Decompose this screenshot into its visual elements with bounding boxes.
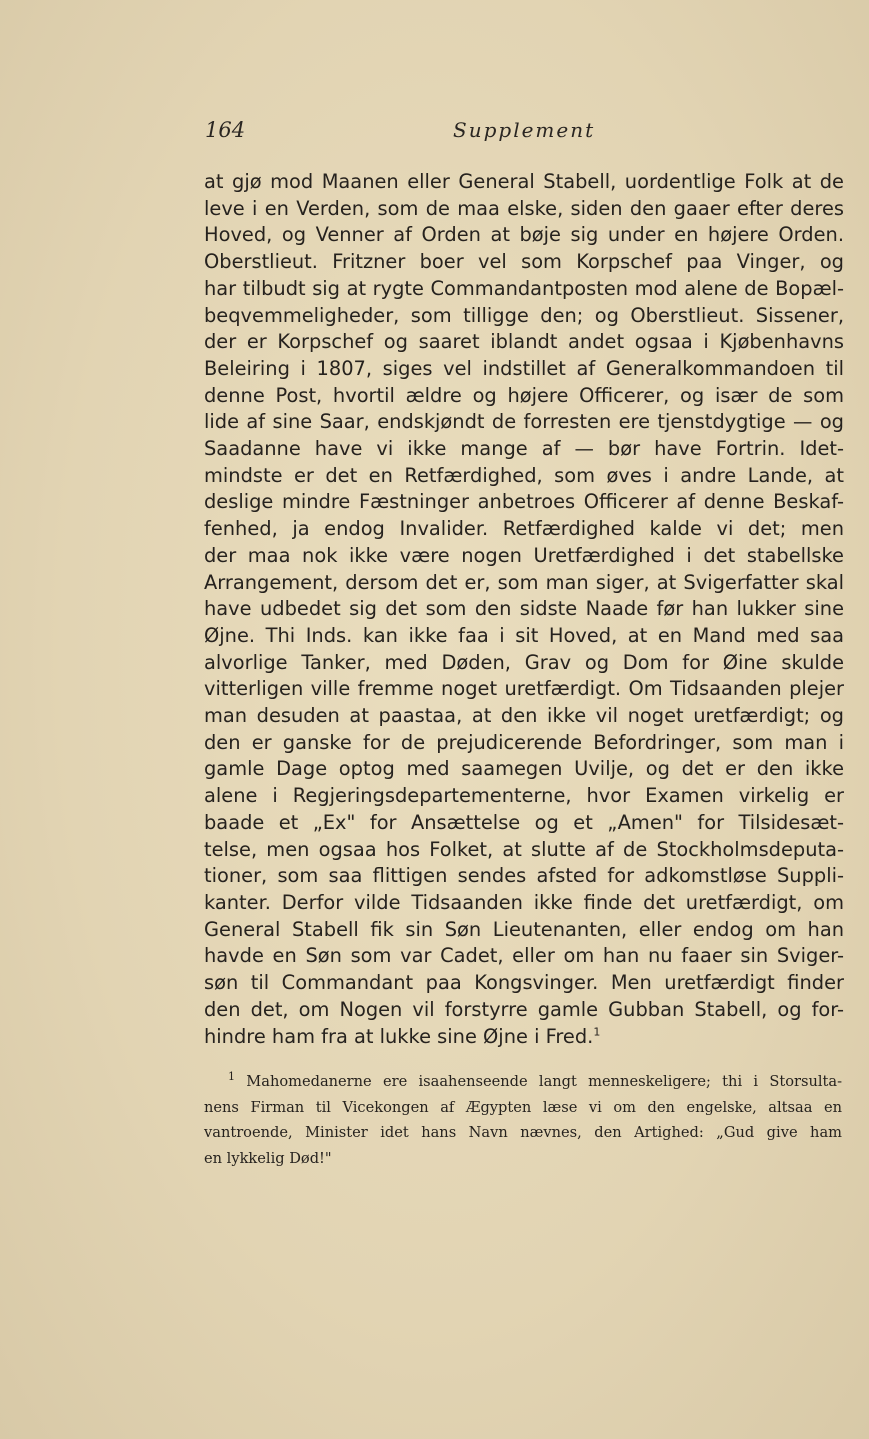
- text-line: Saadanne have vi ikke mange af — bør have Fortrin. Idet-: [204, 437, 844, 461]
- text-line: mindste er det en Retfærdighed, som øves i andre Lande, at: [204, 463, 844, 487]
- text-line: den er ganske for de prejudicerende Befordringer, som man i: [204, 730, 844, 754]
- text-line: Hoved, og Venner af Orden at bøje sig under en højere Orden.: [204, 223, 844, 247]
- text-line: beqvemmeligheder, som tilligge den; og Oberstlieut. Sissener,: [204, 303, 844, 327]
- text-line: kanter. Derfor vilde Tidsaanden ikke finde det uretfærdigt, om: [204, 890, 844, 914]
- text-line: alene i Regjeringsdepartementerne, hvor Examen virkelig er: [204, 784, 844, 808]
- text-line: fenhed, ja endog Invalider. Retfærdighed kalde vi det; men: [204, 517, 844, 541]
- text-line: den det, om Nogen vil forstyrre gamle Gubban Stabell, og for-: [204, 997, 844, 1021]
- page-header: [205, 118, 841, 146]
- text-line: at gjø mod Maanen eller General Stabell, uordentlige Folk at de: [204, 170, 844, 193]
- text-line: Beleiring i 1807, siges vel indstillet af Generalkommandoen til: [204, 356, 844, 380]
- text-line: have udbedet sig det som den sidste Naade før han lukker sine: [204, 597, 844, 621]
- footnote-line: vantroende, Minister idet hans Navn nævnes, den Artighed: „Gud give ham: [204, 1124, 842, 1141]
- text-line: leve i en Verden, som de maa elske, siden den gaaer efter deres: [204, 196, 844, 220]
- footnote-marker: 1: [228, 1070, 235, 1084]
- text-line: Oberstlieut. Fritzner boer vel som Korpschef paa Vinger, og: [204, 250, 844, 274]
- text-line: der er Korpschef og saaret iblandt andet ogsaa i Kjøbenhavns: [204, 330, 844, 354]
- footnote-line: en lykkelig Død!": [204, 1149, 332, 1167]
- page-number: 164: [205, 118, 246, 142]
- text-line: man desuden at paastaa, at den ikke vil noget uretfærdigt; og: [204, 704, 844, 728]
- footnote-line: nens Firman til Vicekongen af Ægypten læse vi om den engelske, altsaa en: [204, 1098, 842, 1116]
- text-line: søn til Commandant paa Kongsvinger. Men uretfærdigt finder: [204, 971, 844, 995]
- footnote: [204, 1069, 842, 1171]
- footnote-reference: 1: [593, 1025, 601, 1039]
- text-line: Øjne. Thi Inds. kan ikke faa i sit Hoved, at en Mand med saa: [204, 623, 844, 647]
- body-text: [204, 169, 844, 1050]
- text-line: havde en Søn som var Cadet, eller om han nu faaer sin Sviger-: [204, 944, 844, 968]
- text-line: denne Post, hvortil ældre og højere Officerer, og især de som: [204, 383, 844, 407]
- text-line: deslige mindre Fæstninger anbetroes Officerer af denne Beskaf-: [204, 490, 844, 514]
- text-line: Arrangement, dersom det er, som man siger, at Svigerfatter skal: [204, 570, 844, 594]
- text-line-last: [204, 1024, 844, 1051]
- running-head: Supplement: [453, 118, 596, 142]
- text-line: telse, men ogsaa hos Folket, at slutte af de Stockholmsdeputa-: [204, 837, 844, 861]
- text-line: gamle Dage optog med saamegen Uvilje, og det er den ikke: [204, 757, 844, 781]
- footnote-line: [204, 1069, 842, 1095]
- text-line: har tilbudt sig at rygte Commandantposten mod alene de Bopæl-: [204, 276, 844, 300]
- text-line-content: hindre ham fra at lukke sine Øjne i Fred.: [204, 1024, 594, 1048]
- text-line: lide af sine Saar, endskjøndt de forresten ere tjenstdygtige — og: [204, 410, 844, 434]
- text-line: der maa nok ikke være nogen Uretfærdighed i det stabellske: [204, 543, 844, 567]
- text-line: baade et „Ex" for Ansættelse og et „Amen" for Tilsidesæt-: [204, 810, 844, 834]
- text-line: alvorlige Tanker, med Døden, Grav og Dom for Øine skulde: [204, 650, 844, 674]
- text-line: General Stabell fik sin Søn Lieutenanten, eller endog om han: [204, 917, 844, 941]
- text-line: vitterligen ville fremme noget uretfærdigt. Om Tidsaanden plejer: [204, 677, 844, 701]
- footnote-line-content: Mahomedanerne ere isaahenseende langt menneskeligere; thi i Storsulta-: [246, 1073, 843, 1090]
- text-line: tioner, som saa flittigen sendes afsted for adkomstløse Suppli-: [204, 864, 844, 888]
